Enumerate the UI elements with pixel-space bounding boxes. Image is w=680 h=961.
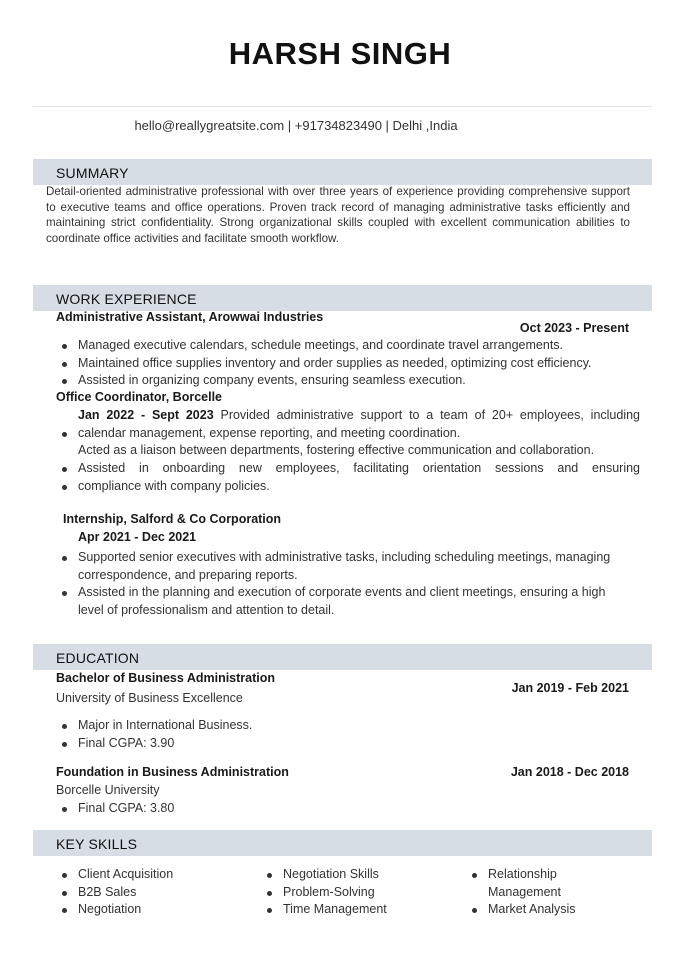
list-item: Final CGPA: 3.80	[58, 800, 458, 818]
job2-line1	[78, 407, 640, 425]
skill-item: Time Management	[263, 901, 453, 919]
contact-line: hello@reallygreatsite.com | +91734823490 | Delhi ,India	[134, 118, 458, 133]
job1-title: Administrative Assistant, Arowwai Industries	[56, 310, 324, 324]
work-heading: WORK EXPERIENCE	[56, 291, 197, 307]
job2-title: Office Coordinator, Borcelle	[56, 390, 223, 404]
list-item: Major in International Business.	[58, 717, 458, 735]
job2-bullet-b	[58, 460, 640, 495]
skill-item: B2B Sales	[58, 884, 248, 902]
job2-dates: Jan 2022 - Sept 2023	[78, 408, 214, 422]
summary-text: Detail-oriented administrative professional with over three years of experience providing comprehensive support to executive teams and office operations. Proven track record of managing administrative tasks efficiently and maintaining strict confidentiality. Strong organizational skills coupled with excellent communication abilities to coordinate office activities and facilitate smooth workflow.	[46, 185, 630, 245]
skill-item: Market Analysis	[468, 901, 578, 919]
job2-line1-text: Provided administrative support to a team of 20+ employees, including	[213, 408, 641, 422]
summary-section-bar	[33, 159, 652, 185]
job3-dates: Apr 2021 - Dec 2021	[78, 530, 197, 544]
education-heading: EDUCATION	[56, 650, 140, 666]
list-item: calendar management, expense reporting, and meeting coordination.	[58, 425, 648, 443]
edu2-dates: Jan 2018 - Dec 2018	[510, 765, 629, 779]
job2-line3: Acted as a liaison between departments, fostering effective communication and collaboration.	[78, 443, 595, 457]
job1-bullets	[58, 337, 648, 390]
skill-item: Problem-Solving	[263, 884, 453, 902]
job3-title: Internship, Salford & Co Corporation	[63, 512, 282, 526]
edu2-degree: Foundation in Business Administration	[56, 765, 289, 779]
list-item: Maintained office supplies inventory and order supplies as needed, optimizing cost efficiency.	[58, 355, 648, 373]
skill-item: Relationship Management	[468, 866, 578, 901]
work-section-bar	[33, 285, 652, 311]
education-section-bar	[33, 644, 652, 670]
edu2-bullets	[58, 800, 458, 818]
list-item: Final CGPA: 3.90	[58, 735, 458, 753]
edu1-bullets	[58, 717, 458, 752]
list-item: Assisted in organizing company events, ensuring seamless execution.	[58, 372, 648, 390]
edu1-dates: Jan 2019 - Feb 2021	[511, 681, 629, 695]
list-item: Assisted in onboarding new employees, facilitating orientation sessions and ensuring	[58, 460, 640, 478]
list-item: Managed executive calendars, schedule meetings, and coordinate travel arrangements.	[58, 337, 648, 355]
list-item: Supported senior executives with administrative tasks, including scheduling meetings, managing correspondence, and preparing reports.	[58, 549, 630, 584]
skill-item: Negotiation Skills	[263, 866, 453, 884]
edu1-school: University of Business Excellence	[56, 691, 243, 705]
edu2-school: Borcelle University	[56, 783, 160, 797]
skills-column-1	[58, 866, 248, 919]
skills-section-bar	[33, 830, 652, 856]
edu1-degree: Bachelor of Business Administration	[56, 671, 276, 685]
summary-heading: SUMMARY	[56, 165, 129, 181]
header-divider	[33, 106, 652, 107]
skills-column-2	[263, 866, 453, 919]
skills-column-3	[468, 866, 578, 919]
candidate-name: HARSH SINGH	[228, 36, 452, 71]
job1-dates: Oct 2023 - Present	[519, 321, 629, 335]
job3-bullets	[58, 549, 630, 619]
skills-heading: KEY SKILLS	[56, 836, 138, 852]
skill-item: Negotiation	[58, 901, 248, 919]
skill-item: Client Acquisition	[58, 866, 248, 884]
list-item: Assisted in the planning and execution of corporate events and client meetings, ensuring a high level of professionalism and attention to detail.	[58, 584, 630, 619]
list-item: compliance with company policies.	[58, 478, 640, 496]
job2-bullet-a	[58, 425, 648, 443]
